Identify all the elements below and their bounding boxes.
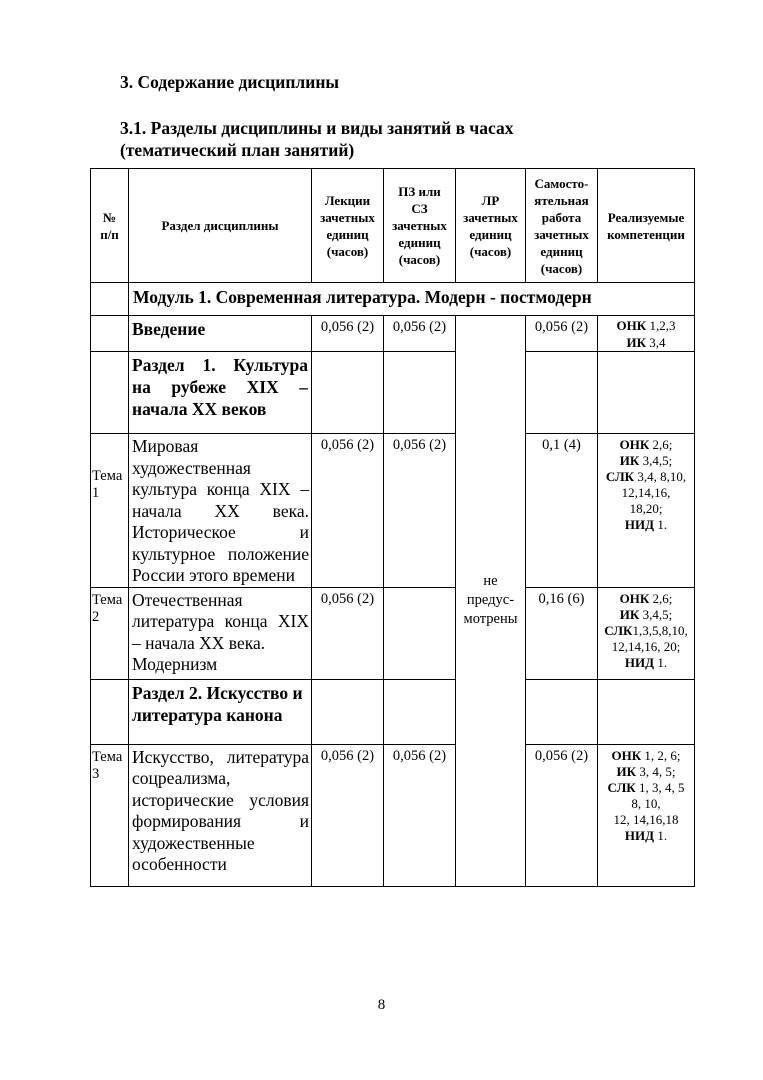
header-section: Раздел дисциплины [129, 169, 312, 283]
tema3-lectures: 0,056 (2) [312, 744, 384, 886]
tema2-num: Тема 2 [91, 587, 129, 679]
tema3-competences: ОНК 1, 2, 6; ИК 3, 4, 5; СЛК 1, 3, 4, 5 8, 10, 12, 14,16,18 НИД 1. [598, 744, 695, 886]
header-self-work: Самосто- ятельная работа зачетных единиц (часов) [526, 169, 598, 283]
table-row-intro [91, 316, 695, 352]
header-lectures: Лекции зачетных единиц (часов) [312, 169, 384, 283]
intro-self-work: 0,056 (2) [526, 316, 598, 352]
table-row-tema-1 [91, 434, 695, 588]
tema3-pz: 0,056 (2) [384, 744, 456, 886]
intro-title: Введение [129, 316, 312, 352]
tema1-self-work: 0,1 (4) [526, 434, 598, 588]
tema3-self-work: 0,056 (2) [526, 744, 598, 886]
tema2-competences: ОНК 2,6; ИК 3,4,5; СЛК1,3,5,8,10, 12,14,16, 20; НИД 1. [598, 587, 695, 679]
section1-title: Раздел 1. Культура на рубеже XIX – начала XX веков [129, 352, 312, 434]
module-title: Модуль 1. Современная литература. Модерн - постмодерн [129, 283, 695, 316]
section1-self-work [526, 352, 598, 434]
section2-self-work [526, 679, 598, 744]
tema2-pz [384, 587, 456, 679]
tema2-lectures: 0,056 (2) [312, 587, 384, 679]
section1-num-cell [91, 352, 129, 434]
table-header-row [91, 169, 695, 283]
header-competences: Реализуемые компетенции [598, 169, 695, 283]
tema3-num: Тема 3 [91, 744, 129, 886]
header-num: № п/п [91, 169, 129, 283]
tema1-num: Тема 1 [91, 434, 129, 588]
table-row-tema-3 [91, 744, 695, 886]
lr-not-provided: не предус- мотрены [456, 316, 526, 887]
module-row [91, 283, 695, 316]
table-row-tema-2 [91, 587, 695, 679]
intro-num-cell [91, 316, 129, 352]
tema1-pz: 0,056 (2) [384, 434, 456, 588]
section1-lectures [312, 352, 384, 434]
section2-num-cell [91, 679, 129, 744]
tema1-title: Мировая художественная культура конца XIX – начала XX века. Историческое и культурное положение России этого времени [129, 434, 312, 588]
section2-lectures [312, 679, 384, 744]
tema1-lectures: 0,056 (2) [312, 434, 384, 588]
intro-competences: ОНК 1,2,3 ИК 3,4 [598, 316, 695, 352]
tema1-competences: ОНК 2,6; ИК 3,4,5; СЛК 3,4, 8,10, 12,14,16, 18,20; НИД 1. [598, 434, 695, 588]
thematic-plan-table [90, 168, 695, 887]
tema2-self-work: 0,16 (6) [526, 587, 598, 679]
section1-competences [598, 352, 695, 434]
table-row-section-1 [91, 352, 695, 434]
intro-pz: 0,056 (2) [384, 316, 456, 352]
intro-lectures: 0,056 (2) [312, 316, 384, 352]
header-pz: ПЗ или СЗ зачетных единиц (часов) [384, 169, 456, 283]
section2-competences [598, 679, 695, 744]
page-number: 8 [377, 997, 386, 1013]
section2-title: Раздел 2. Искусство и литература канона [129, 679, 312, 744]
heading-section-3: 3. Содержание дисциплины [120, 72, 340, 92]
section1-pz [384, 352, 456, 434]
heading-subsection-3-1-subtitle: (тематический план занятий) [120, 140, 355, 160]
module-num-cell [91, 283, 129, 316]
tema3-title: Искусство, литература соцреализма, исторические условия формирования и художественные особенности [129, 744, 312, 886]
header-lr: ЛР зачетных единиц (часов) [456, 169, 526, 283]
heading-subsection-3-1: 3.1. Разделы дисциплины и виды занятий в часах [120, 118, 514, 138]
tema2-title: Отечественная литература конца XIX – начала XX века. Модернизм [129, 587, 312, 679]
section2-pz [384, 679, 456, 744]
table-row-section-2 [91, 679, 695, 744]
